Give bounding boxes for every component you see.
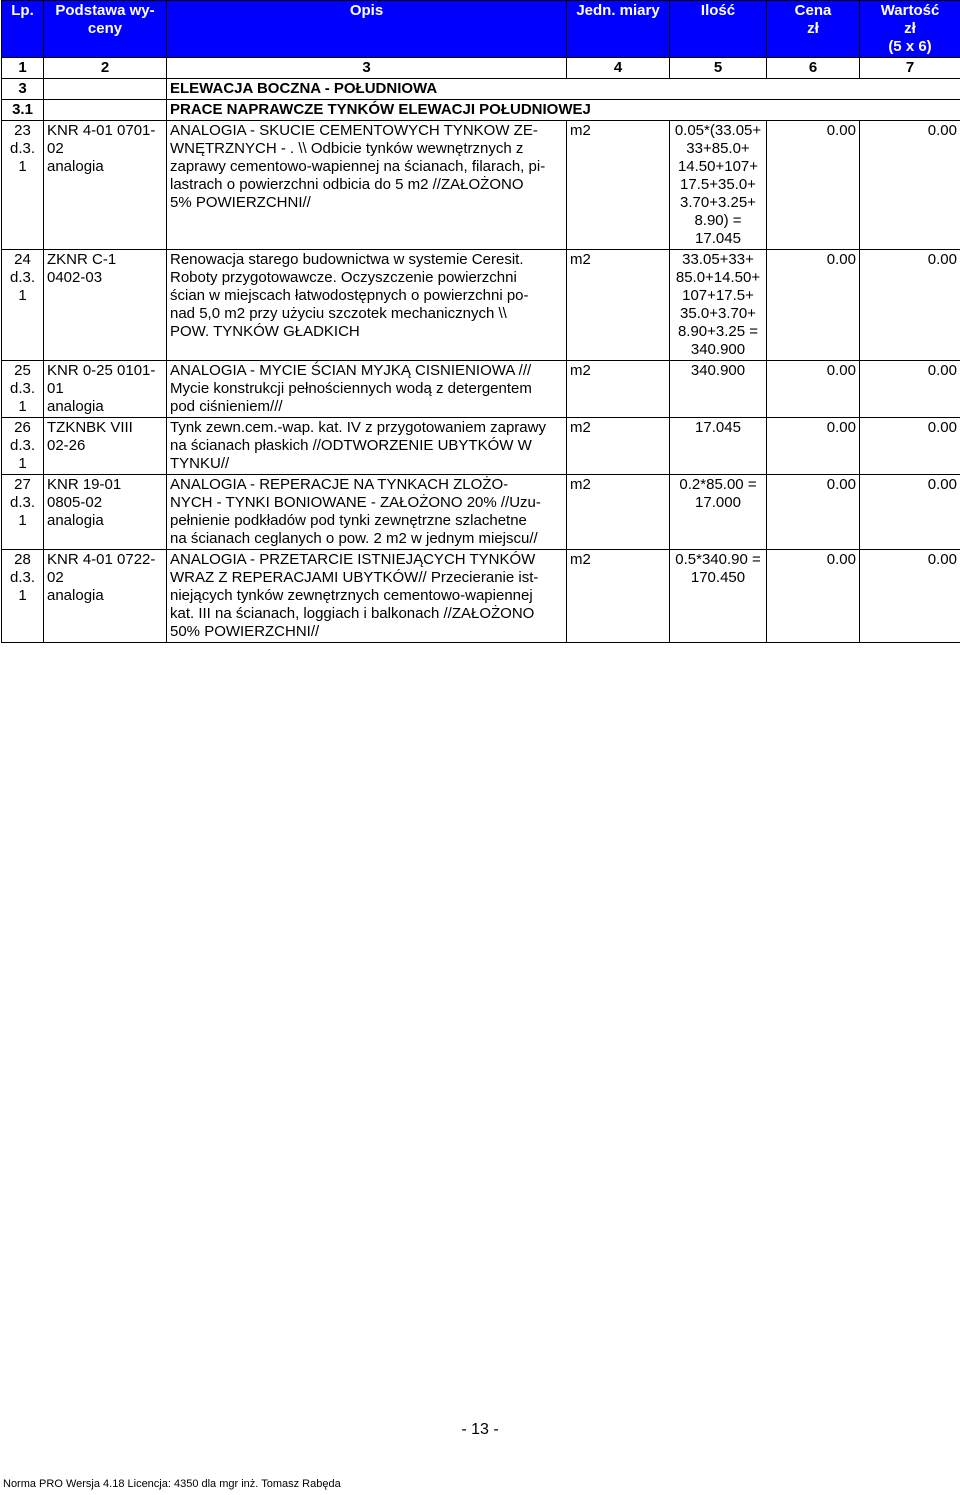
item-podstawa-line: KNR 4-01 0701- [47,122,156,139]
item-lp-line: 1 [18,455,27,472]
item-lp-line: 1 [18,512,27,529]
item-quantity-line: 33+85.0+ [686,140,750,157]
item-podstawa-line: 0805-02 [47,494,103,511]
column-number: 2 [44,58,167,79]
column-number: 7 [860,58,960,79]
item-lp-line: d.3. [9,437,36,454]
item-podstawa-line: 02 [47,140,64,157]
column-number: 4 [567,58,670,79]
item-opis-line: WRAZ Z REPERACJAMI UBYTKÓW// Przecieranie ist- [170,569,539,586]
item-podstawa-line: 0402-03 [47,269,103,286]
item-opis-line: ANALOGIA - REPERACJE NA TYNKACH ZLOŻO- [170,476,509,493]
column-number: 6 [767,58,860,79]
section-number: 3 [2,79,44,100]
item-podstawa-line: KNR 4-01 0722- [47,551,156,568]
item-opis-line: Mycie konstrukcji pełnościennych wodą z detergentem [170,380,532,397]
item-opis-line: Renowacja starego budownictwa w systemie Ceresit. [170,251,524,268]
item-quantity-line: 340.900 [690,341,746,358]
section-title: ELEWACJA BOCZNA - POŁUDNIOWA [167,79,960,100]
item-quantity-line: 340.900 [690,362,746,379]
item-podstawa [44,361,167,418]
item-opis-line: 5% POWIERZCHNI// [170,194,311,211]
item-quantity-line: 0.2*85.00 = [679,476,757,493]
item-lp-line: 24 [14,251,31,268]
item-podstawa-line: analogia [47,158,104,175]
item-podstawa [44,250,167,361]
item-value: 0.00 [860,550,960,643]
item-value: 0.00 [860,361,960,418]
item-quantity-line: 170.450 [690,569,746,586]
item-quantity-line: 17.045 [695,419,741,436]
item-opis-line: WNĘTRZNYCH - . \\ Odbicie tynków wewnętrznych z [170,140,524,157]
item-quantity-line: 17.000 [695,494,741,511]
item-quantity-line: 8.90) = [694,212,742,229]
item-quantity-line: 0.5*340.90 = [675,551,761,568]
item-quantity-line: 0.05*(33.05+ [674,122,762,139]
item-quantity-line: 33.05+33+ [682,251,754,268]
item-lp-line: d.3. [9,569,36,586]
item-lp-line: 23 [14,122,31,139]
item-opis-line: pełnienie podkładów pod tynki zewnętrzne szlachetne [170,512,527,529]
table-row [2,361,960,418]
column-number: 3 [167,58,567,79]
item-podstawa-line [47,287,163,305]
header-wartosc: Wartość zł (5 x 6) [860,1,960,58]
item-opis-line: niejących tynków zewnętrznych cementowo-wapiennej [170,587,533,604]
item-podstawa-line: 01 [47,380,64,397]
column-number: 5 [670,58,767,79]
item-lp-line: 1 [18,587,27,604]
item-lp-line: 26 [14,419,31,436]
item-podstawa-line [47,455,163,473]
item-unit: m2 [567,121,670,250]
item-value: 0.00 [860,418,960,475]
header-opis: Opis [167,1,567,58]
item-lp [2,475,44,550]
table-row [2,418,960,475]
item-lp [2,250,44,361]
header-lp: Lp. [2,1,44,58]
item-opis-line: pod ciśnieniem/// [170,398,283,415]
item-podstawa-line: KNR 0-25 0101- [47,362,156,379]
section-title: PRACE NAPRAWCZE TYNKÓW ELEWACJI POŁUDNIOWEJ [167,100,960,121]
item-podstawa [44,475,167,550]
item-lp [2,121,44,250]
item-podstawa-line: analogia [47,587,104,604]
item-quantity [670,250,767,361]
item-quantity-line: 17.045 [695,230,741,247]
item-price: 0.00 [767,418,860,475]
item-quantity-line: 85.0+14.50+ [675,269,761,286]
item-price: 0.00 [767,550,860,643]
item-unit: m2 [567,475,670,550]
header-cena: Cena zł [767,1,860,58]
header-jedn: Jedn. miary [567,1,670,58]
table-row [2,121,960,250]
item-opis-line: ANALOGIA - SKUCIE CEMENTOWYCH TYNKOW ZE- [170,122,538,139]
item-lp [2,361,44,418]
item-unit: m2 [567,550,670,643]
item-value: 0.00 [860,475,960,550]
item-podstawa-line: analogia [47,512,104,529]
section-row [2,79,960,100]
item-opis-line: TYNKU// [170,455,230,472]
estimate-table [1,0,960,643]
item-podstawa-line: 02-26 [47,437,86,454]
item-opis-line: ANALOGIA - PRZETARCIE ISTNIEJĄCYCH TYNKÓW [170,551,536,568]
item-price: 0.00 [767,361,860,418]
item-value: 0.00 [860,250,960,361]
item-podstawa-line: KNR 19-01 [47,476,122,493]
item-opis-line: na ścianach płaskich //ODTWORZENIE UBYTKÓW W [170,437,532,454]
item-lp-line: 25 [14,362,31,379]
item-opis [167,250,567,361]
item-quantity-line: 35.0+3.70+ [680,305,756,322]
item-opis-line: NYCH - TYNKI BONIOWANE - ZAŁOŻONO 20% //Uzu- [170,494,541,511]
item-opis [167,475,567,550]
item-podstawa-line: analogia [47,398,104,415]
item-value: 0.00 [860,121,960,250]
item-podstawa [44,418,167,475]
item-price: 0.00 [767,121,860,250]
section-row [2,100,960,121]
item-opis [167,550,567,643]
cost-estimate-sheet [0,0,960,643]
page-number: - 13 - [461,1421,499,1438]
item-opis-line: POW. TYNKÓW GŁADKICH [170,323,360,340]
column-number-row [2,58,960,79]
table-row [2,475,960,550]
item-price: 0.00 [767,475,860,550]
item-quantity [670,550,767,643]
item-opis-line: Roboty przygotowawcze. Oczyszczenie powierzchni [170,269,517,286]
item-opis-line: lastrach o powierzchni odbicia do 5 m2 //ZAŁOŻONO [170,176,524,193]
item-quantity-line: 8.90+3.25 = [677,323,759,340]
item-quantity-line: 3.70+3.25+ [680,194,756,211]
item-quantity [670,361,767,418]
item-lp-line: d.3. [9,140,36,157]
item-quantity-line: 107+17.5+ [682,287,754,304]
header-podstawa: Podstawa wy- ceny [44,1,167,58]
item-quantity [670,121,767,250]
item-lp-line: 28 [14,551,31,568]
item-opis-line: ANALOGIA - MYCIE ŚCIAN MYJKĄ CISNIENIOWA /// [170,362,532,379]
column-number: 1 [2,58,44,79]
item-opis-line: zaprawy cementowo-wapiennej na ścianach, filarach, pi- [170,158,546,175]
item-opis-line: Tynk zewn.cem.-wap. kat. IV z przygotowaniem zaprawy [170,419,546,436]
item-opis [167,418,567,475]
item-unit: m2 [567,361,670,418]
item-opis-line: na ścianach ceglanych o pow. 2 m2 w jednym miejscu// [170,530,538,547]
item-quantity [670,418,767,475]
item-podstawa-line: TZKNBK VIII [47,419,133,436]
table-header-row [2,1,960,58]
item-unit: m2 [567,418,670,475]
item-lp-line: d.3. [9,494,36,511]
item-podstawa [44,121,167,250]
item-lp-line: 1 [18,398,27,415]
item-podstawa-line: ZKNR C-1 [47,251,117,268]
header-ilosc: Ilość [670,1,767,58]
table-row [2,550,960,643]
item-opis-line: ścian w miejscach łatwodostępnych o powierzchni po- [170,287,529,304]
item-lp [2,550,44,643]
section-number: 3.1 [2,100,44,121]
item-unit: m2 [567,250,670,361]
item-lp-line: 27 [14,476,31,493]
item-podstawa-line: 02 [47,569,64,586]
item-opis [167,361,567,418]
item-quantity-line: 17.5+35.0+ [680,176,756,193]
table-row [2,250,960,361]
item-lp-line: d.3. [9,380,36,397]
item-quantity-line: 14.50+107+ [677,158,759,175]
item-opis-line: kat. III na ścianach, loggiach i balkonach //ZAŁOŻONO [170,605,535,622]
item-lp-line: d.3. [9,269,36,286]
footer-license: Norma PRO Wersja 4.18 Licencja: 4350 dla mgr inż. Tomasz Rabęda [3,1478,341,1490]
item-podstawa [44,550,167,643]
item-lp [2,418,44,475]
item-lp-line: 1 [18,287,27,304]
item-opis [167,121,567,250]
item-lp-line: 1 [18,158,27,175]
item-opis-line: 50% POWIERZCHNI// [170,623,320,640]
item-quantity [670,475,767,550]
item-price: 0.00 [767,250,860,361]
item-opis-line: nad 5,0 m2 przy użyciu szczotek mechanicznych \\ [170,305,507,322]
